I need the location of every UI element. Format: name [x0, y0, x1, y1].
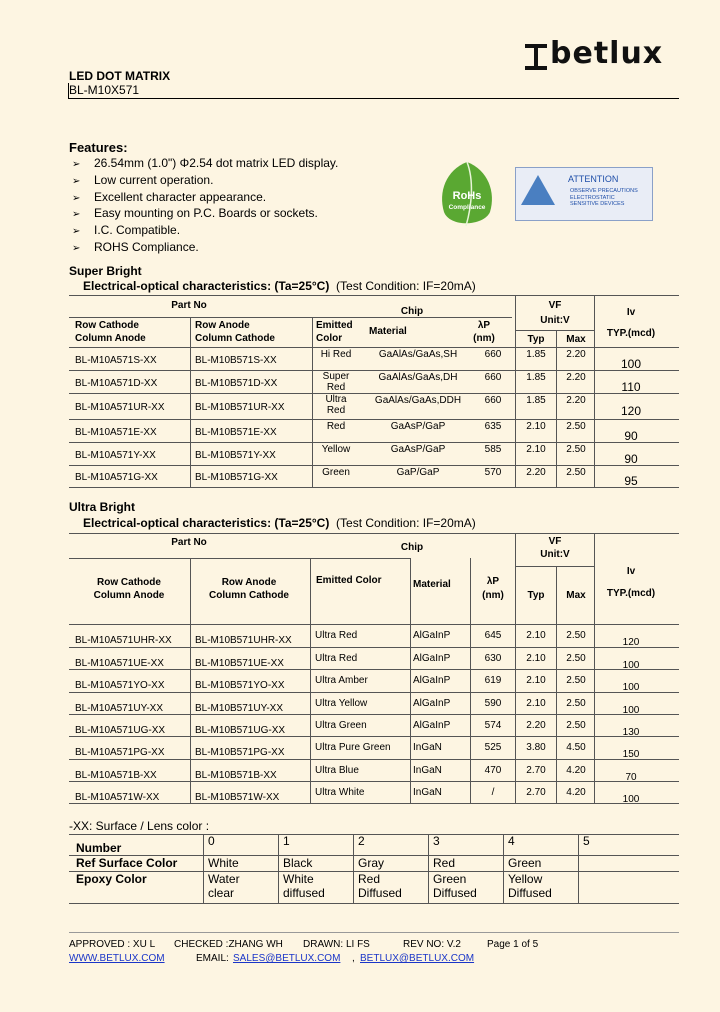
- surface-ref-color: Gray: [358, 856, 385, 870]
- cell-wavelength: 645: [484, 630, 502, 641]
- cell-iv: 130: [622, 727, 640, 738]
- esd-warning-icon: [521, 175, 555, 205]
- surface-number: 0: [208, 834, 215, 848]
- logo-wordmark: betlux: [550, 36, 664, 71]
- surface-ref-color: White: [208, 856, 239, 870]
- cell-material: InGaN: [413, 765, 442, 776]
- surface-ref-color: Black: [283, 856, 313, 870]
- cell-row-cathode-part: BL-M10A571UY-XX: [75, 703, 164, 714]
- cell-iv: 110: [621, 379, 641, 394]
- header-sub-rule: [515, 330, 594, 331]
- cell-emitted-color: Ultra White: [315, 787, 365, 798]
- cell-row-anode-part: BL-M10B571UR-XX: [195, 402, 285, 413]
- table-row-rule: [69, 647, 679, 648]
- col-header-emitted-color: Emitted Color: [316, 575, 382, 586]
- footer-page: Page 1 of 5: [487, 939, 539, 950]
- col-header-typ: Typ: [527, 334, 545, 345]
- table-row-rule: [69, 781, 679, 782]
- cell-iv: 90: [624, 451, 638, 466]
- cell-row-cathode-part: BL-M10A571UR-XX: [75, 402, 165, 413]
- footer-divider: [69, 932, 679, 933]
- table-rule-vertical: [190, 558, 191, 803]
- cell-material: AlGaInP: [413, 720, 451, 731]
- cell-row-cathode-part: BL-M10A571D-XX: [75, 377, 158, 389]
- cell-row-cathode-part: BL-M10A571E-XX: [75, 426, 157, 438]
- cell-vf-typ: 2.10: [526, 675, 546, 686]
- table-rule-vertical: [310, 558, 311, 803]
- col-header-row-anode: Row Anode: [195, 320, 250, 331]
- footer-rev: REV NO: V.2: [403, 939, 461, 950]
- cell-iv: 100: [622, 794, 640, 805]
- col-header-iv: Iv: [626, 566, 636, 577]
- col-header-part-no: Part No: [171, 537, 207, 548]
- footer-email-betlux-link[interactable]: BETLUX@BETLUX.COM: [360, 953, 475, 964]
- cell-emitted-color: Ultra Green: [315, 720, 367, 731]
- col-header-material: Material: [413, 579, 451, 590]
- col-header-row-cathode: Row Cathode: [97, 577, 161, 588]
- cell-emitted-color: Ultra Blue: [315, 765, 359, 776]
- table-rule-vertical: [410, 558, 411, 803]
- table-rule-vertical: [470, 558, 471, 803]
- table-row-rule: [69, 487, 679, 488]
- arrow-bullet-icon: ➢: [72, 175, 81, 187]
- cell-row-cathode-part: BL-M10A571UE-XX: [75, 658, 164, 669]
- arrow-bullet-icon: ➢: [72, 209, 81, 221]
- col-header-typ: Typ: [527, 590, 545, 601]
- cell-wavelength: 660: [484, 372, 502, 383]
- cell-row-anode-part: BL-M10B571UHR-XX: [195, 635, 292, 646]
- col-header-chip: Chip: [400, 542, 424, 553]
- table-row-rule: [69, 465, 679, 466]
- cell-row-cathode-part: BL-M10A571YO-XX: [75, 680, 165, 691]
- cell-row-cathode-part: BL-M10A571UHR-XX: [75, 635, 172, 646]
- surface-table-rule-vertical: [203, 834, 204, 903]
- cell-iv: 120: [620, 404, 642, 418]
- surface-table-rule-vertical: [428, 834, 429, 903]
- cell-material: AlGaInP: [413, 630, 451, 641]
- cell-row-anode-part: BL-M10B571G-XX: [195, 472, 278, 483]
- header-sub-rule: [515, 566, 594, 567]
- cell-material: GaAlAs/GaAs,DDH: [374, 395, 462, 406]
- cell-material: GaAlAs/GaAs,DH: [378, 372, 458, 383]
- cell-vf-max: 4.50: [566, 742, 586, 753]
- surface-number: 5: [583, 834, 590, 848]
- table-rule-vertical: [515, 295, 516, 487]
- cell-vf-typ: 2.70: [526, 787, 546, 798]
- surface-epoxy-color-line2: Diffused: [433, 886, 477, 900]
- cell-row-cathode-part: BL-M10A571Y-XX: [75, 449, 156, 461]
- feature-item: ➢ ROHS Compliance.: [72, 240, 338, 257]
- cell-material: GaAlAs/GaAs,SH: [378, 349, 458, 360]
- arrow-bullet-icon: ➢: [72, 242, 81, 254]
- cell-wavelength: 660: [484, 349, 502, 360]
- cell-iv: 150: [622, 749, 640, 760]
- cell-row-anode-part: BL-M10B571UE-XX: [195, 658, 284, 669]
- logo-mark-icon: [525, 44, 547, 70]
- cell-emitted-color: Green: [322, 467, 350, 478]
- footer-email-label: EMAIL:: [196, 953, 229, 964]
- footer-email-sales-link[interactable]: SALES@BETLUX.COM: [233, 953, 341, 964]
- attention-title: ATTENTION: [568, 174, 619, 184]
- table-rule-vertical: [594, 533, 595, 803]
- cell-material: AlGaInP: [413, 698, 451, 709]
- col-header-nm: (nm): [482, 590, 504, 601]
- table-row-rule: [69, 759, 679, 760]
- surface-table-rule-vertical: [503, 834, 504, 903]
- attention-text: OBSERVE PRECAUTIONS ELECTROSTATIC SENSITIVE DEVICES: [570, 188, 638, 207]
- cell-iv: 90: [624, 428, 638, 443]
- company-logo: [525, 36, 664, 74]
- cell-material: AlGaInP: [413, 675, 451, 686]
- surface-epoxy-label: Epoxy Color: [76, 872, 147, 886]
- cell-iv: 100: [622, 705, 640, 716]
- surface-ref-label: Ref Surface Color: [76, 856, 178, 870]
- col-header-part-no: Part No: [171, 300, 207, 311]
- col-header-chip: Chip: [400, 306, 424, 317]
- cell-iv: 95: [624, 474, 638, 488]
- header-sub-rule: [69, 558, 410, 559]
- table-rule: [69, 533, 679, 534]
- col-header-lambda: λP: [477, 320, 491, 331]
- cell-vf-max: 2.20: [566, 395, 586, 406]
- cell-vf-typ: 2.20: [526, 467, 546, 478]
- surface-table-rule-vertical: [353, 834, 354, 903]
- cell-emitted-color: Ultra Pure Green: [315, 742, 391, 753]
- cell-row-anode-part: BL-M10B571PG-XX: [195, 747, 285, 758]
- col-header-material: Material: [369, 326, 407, 337]
- table-row-rule: [69, 803, 679, 804]
- table-rule-vertical: [190, 317, 191, 487]
- cell-vf-max: 2.20: [566, 349, 586, 360]
- col-header-max: Max: [566, 590, 586, 601]
- cell-vf-max: 2.50: [566, 720, 586, 731]
- cell-row-anode-part: BL-M10B571UG-XX: [195, 725, 286, 736]
- col-header-iv-typ: TYP.(mcd): [606, 328, 656, 339]
- surface-ref-color: Green: [508, 856, 542, 870]
- cell-row-cathode-part: BL-M10A571PG-XX: [75, 747, 165, 758]
- cell-iv: 100: [622, 660, 640, 671]
- surface-epoxy-color: Water: [208, 872, 240, 886]
- table-rule-vertical: [556, 566, 557, 803]
- cell-wavelength: 635: [484, 421, 502, 432]
- col-header-lambda: λP: [486, 576, 500, 587]
- surface-number: 2: [358, 834, 365, 848]
- cell-row-anode-part: BL-M10B571YO-XX: [195, 680, 285, 691]
- table-row-rule: [69, 370, 679, 371]
- cell-material: GaAsP/GaP: [390, 444, 446, 455]
- feature-item: ➢ Excellent character appearance.: [72, 190, 338, 207]
- feature-item: ➢ I.C. Compatible.: [72, 223, 338, 240]
- cell-wavelength: 470: [484, 765, 502, 776]
- col-header-emitted: Emitted: [316, 320, 353, 331]
- footer-email-separator: ,: [352, 953, 355, 964]
- cell-emitted-color: Ultra Amber: [315, 675, 368, 686]
- surface-table-rule: [69, 903, 679, 904]
- col-header-unit: Unit:V: [540, 315, 570, 326]
- cell-emitted-color: Ultra: [325, 394, 347, 405]
- cell-vf-max: 2.50: [566, 698, 586, 709]
- cell-emitted-color: Ultra Red: [315, 653, 358, 664]
- cell-iv: 100: [622, 682, 640, 693]
- cell-emitted-color: Ultra Yellow: [315, 698, 368, 709]
- cell-vf-max: 2.50: [566, 675, 586, 686]
- cell-material: InGaN: [413, 742, 442, 753]
- cell-material: GaAsP/GaP: [390, 421, 446, 432]
- cell-material: GaP/GaP: [396, 467, 440, 478]
- features-heading: Features:: [69, 140, 128, 155]
- cell-vf-max: 4.20: [566, 787, 586, 798]
- table-row-rule: [69, 669, 679, 670]
- surface-epoxy-color: Red: [358, 872, 381, 886]
- table-row-rule: [69, 419, 679, 420]
- surface-epoxy-color-line2: Diffused: [508, 886, 552, 900]
- cell-wavelength: /: [491, 787, 495, 798]
- feature-item: ➢ Easy mounting on P.C. Boards or sockets.: [72, 206, 338, 223]
- cell-row-anode-part: BL-M10B571Y-XX: [195, 449, 276, 461]
- cell-emitted-color: Ultra Red: [315, 630, 358, 641]
- table-row-rule: [69, 442, 679, 443]
- cell-vf-max: 2.50: [566, 630, 586, 641]
- arrow-bullet-icon: ➢: [72, 192, 81, 204]
- cell-wavelength: 590: [484, 698, 502, 709]
- surface-epoxy-color-line2: Diffused: [358, 886, 402, 900]
- cell-row-cathode-part: BL-M10A571B-XX: [75, 770, 157, 781]
- surface-epoxy-color-line2: clear: [208, 886, 235, 900]
- cell-vf-typ: 2.20: [526, 720, 546, 731]
- cell-emitted-color: Super: [322, 371, 350, 382]
- doc-title: LED DOT MATRIX: [69, 69, 171, 83]
- cell-emitted-color-line2: Red: [326, 382, 346, 393]
- col-header-color: Color: [316, 333, 343, 344]
- cell-wavelength: 660: [484, 395, 502, 406]
- cell-iv: 100: [620, 356, 642, 371]
- arrow-bullet-icon: ➢: [72, 226, 81, 238]
- cell-wavelength: 570: [484, 467, 502, 478]
- ultra-bright-heading: Ultra Bright: [69, 500, 135, 514]
- cell-row-anode-part: BL-M10B571W-XX: [195, 792, 280, 803]
- cell-emitted-color-line2: Red: [326, 405, 346, 416]
- cell-emitted-color: Yellow: [321, 444, 351, 455]
- cell-wavelength: 574: [484, 720, 502, 731]
- footer-approved: APPROVED : XU L: [69, 939, 156, 950]
- surface-epoxy-color: Yellow: [508, 872, 543, 886]
- surface-epoxy-color: Green: [433, 872, 467, 886]
- table-row-rule: [69, 692, 679, 693]
- cell-vf-typ: 2.10: [526, 630, 546, 641]
- surface-table-rule-vertical: [278, 834, 279, 903]
- cell-wavelength: 585: [484, 444, 502, 455]
- cell-vf-max: 4.20: [566, 765, 586, 776]
- cell-vf-max: 2.50: [566, 653, 586, 664]
- col-header-vf: VF: [548, 300, 562, 311]
- col-header-nm: (nm): [473, 333, 495, 344]
- feature-item: ➢ 26.54mm (1.0") Φ2.54 dot matrix LED display.: [72, 156, 338, 173]
- cell-material: AlGaInP: [413, 653, 451, 664]
- surface-number-label: Number: [76, 841, 122, 855]
- cell-row-cathode-part: BL-M10A571W-XX: [75, 792, 160, 803]
- cell-iv: 120: [622, 637, 640, 648]
- col-header-max: Max: [566, 334, 586, 345]
- arrow-bullet-icon: ➢: [72, 159, 81, 170]
- footer-website-link[interactable]: WWW.BETLUX.COM: [69, 953, 165, 964]
- cell-wavelength: 630: [484, 653, 502, 664]
- title-underline: [69, 98, 679, 99]
- cell-row-cathode-part: BL-M10A571S-XX: [75, 354, 157, 366]
- table-rule-vertical: [594, 295, 595, 487]
- col-header-row-anode: Row Anode: [221, 577, 277, 588]
- cell-row-anode-part: BL-M10B571UY-XX: [195, 703, 284, 714]
- surface-table-rule-vertical: [578, 834, 579, 903]
- table-rule-vertical: [556, 330, 557, 487]
- cell-row-cathode-part: BL-M10A571G-XX: [75, 472, 158, 483]
- col-header-column-cathode: Column Cathode: [195, 333, 275, 344]
- header-sub-rule: [69, 317, 512, 318]
- surface-number: 4: [508, 834, 515, 848]
- table-rule-vertical: [515, 533, 516, 803]
- col-header-column-anode: Column Anode: [75, 333, 146, 344]
- cell-emitted-color: Hi Red: [320, 349, 352, 360]
- cell-vf-max: 2.50: [566, 421, 586, 432]
- col-header-row-cathode: Row Cathode: [75, 320, 139, 331]
- rohs-compliance-text: Compliance: [448, 204, 486, 211]
- table-rule: [69, 295, 679, 296]
- cell-row-anode-part: BL-M10B571E-XX: [195, 426, 277, 438]
- super-bright-subheading: Electrical-optical characteristics: (Ta=25°C) (Test Condition: IF=20mA): [83, 279, 476, 293]
- table-rule: [69, 624, 679, 625]
- cell-vf-typ: 1.85: [526, 349, 546, 360]
- ultra-bright-subheading: Electrical-optical characteristics: (Ta=25°C) (Test Condition: IF=20mA): [83, 516, 476, 530]
- super-bright-heading: Super Bright: [69, 264, 142, 278]
- cell-vf-typ: 3.80: [526, 742, 546, 753]
- cell-wavelength: 525: [484, 742, 502, 753]
- surface-number: 3: [433, 834, 440, 848]
- surface-number: 1: [283, 834, 290, 848]
- table-row-rule: [69, 393, 679, 394]
- col-header-column-cathode: Column Cathode: [209, 590, 289, 601]
- cell-vf-max: 2.50: [566, 467, 586, 478]
- cell-emitted-color: Red: [326, 421, 346, 432]
- cell-row-anode-part: BL-M10B571S-XX: [195, 354, 277, 366]
- cell-iv: 70: [625, 772, 637, 783]
- cell-vf-typ: 2.10: [526, 698, 546, 709]
- cell-vf-max: 2.20: [566, 372, 586, 383]
- surface-epoxy-color-line2: diffused: [283, 886, 325, 900]
- table-row-rule: [69, 714, 679, 715]
- surface-color-title: -XX: Surface / Lens color :: [69, 819, 210, 833]
- surface-ref-color: Red: [433, 856, 456, 870]
- cell-vf-typ: 1.85: [526, 395, 546, 406]
- cell-vf-max: 2.50: [566, 444, 586, 455]
- col-header-iv: Iv: [626, 307, 636, 318]
- col-header-vf: VF: [548, 536, 562, 547]
- cell-vf-typ: 2.10: [526, 444, 546, 455]
- col-header-iv-typ: TYP.(mcd): [606, 588, 656, 599]
- table-row-rule: [69, 736, 679, 737]
- col-header-column-anode: Column Anode: [93, 590, 165, 601]
- cell-row-cathode-part: BL-M10A571UG-XX: [75, 725, 166, 736]
- cell-material: InGaN: [413, 787, 442, 798]
- cell-vf-typ: 2.10: [526, 653, 546, 664]
- cell-row-anode-part: BL-M10B571B-XX: [195, 770, 277, 781]
- rohs-leaf-icon: [436, 160, 498, 230]
- table-rule: [69, 347, 679, 348]
- footer-drawn: DRAWN: LI FS: [303, 939, 370, 950]
- doc-part-number: BL-M10X571: [69, 83, 140, 97]
- cell-row-anode-part: BL-M10B571D-XX: [195, 377, 278, 389]
- cell-vf-typ: 2.70: [526, 765, 546, 776]
- col-header-unit: Unit:V: [540, 549, 570, 560]
- cell-wavelength: 619: [484, 675, 502, 686]
- feature-item: ➢ Low current operation.: [72, 173, 338, 190]
- surface-epoxy-color: White: [283, 872, 314, 886]
- cell-vf-typ: 2.10: [526, 421, 546, 432]
- features-list: [72, 156, 338, 257]
- rohs-text: RoHs: [452, 190, 482, 202]
- esd-attention-box: [515, 167, 653, 221]
- cell-vf-typ: 1.85: [526, 372, 546, 383]
- footer-checked: CHECKED :ZHANG WH: [174, 939, 283, 950]
